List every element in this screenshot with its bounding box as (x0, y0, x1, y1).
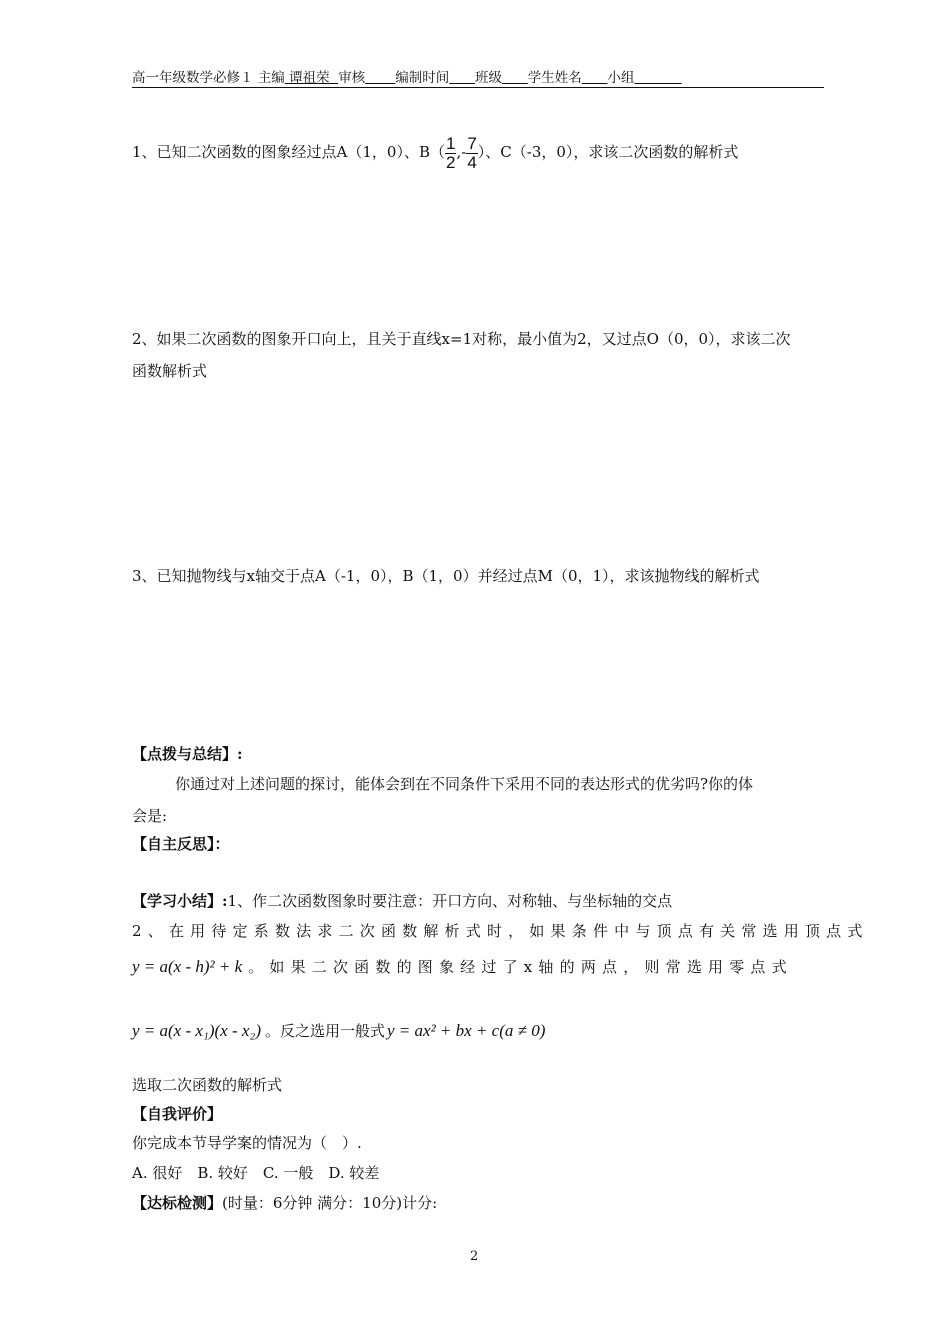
q1-fraction-2: $\frac{7}{4}$ (467, 133, 477, 172)
check-heading: 【达标检测】 (132, 1194, 223, 1212)
q1-text-b: ）、C（-3，0），求该二次函数的解析式 (477, 143, 739, 161)
summary-line-1: 【学习小结】:1、作二次函数图象时要注意：开口方向、对称轴、与坐标轴的交点 (132, 892, 673, 910)
check-line: 【达标检测】(时量：6分钟 满分：10分)计分: (132, 1194, 438, 1212)
self-eval-question: 你完成本节导学案的情况为（ ）. (132, 1134, 362, 1152)
q1-comma: ,- (456, 143, 467, 161)
question-1 (132, 130, 738, 174)
tips-heading: 【点拨与总结】: (132, 745, 243, 763)
self-eval-heading: 【自我评价】 (132, 1105, 223, 1123)
header-class: 班级 (474, 70, 502, 86)
q3-line-1: 3、已知抛物线与x轴交于点A（-1，0），B（1，0）并经过点M（0，1），求该抛物线的解析式 (132, 567, 760, 585)
summary-line-5: 选取二次函数的解析式 (132, 1076, 283, 1094)
page-number: 2 (470, 1249, 479, 1264)
header-review: 审核 (338, 70, 366, 86)
summary-heading: 【学习小结】: (132, 892, 228, 910)
header-editor: 谭祖荣 (289, 70, 330, 86)
header-time: 编制时间 (395, 70, 450, 86)
header-rule (132, 87, 824, 88)
reflect-heading: 【自主反思】： (132, 835, 230, 853)
summary-line-2: 2、在用待定系数法求二次函数解析式时，如果条件中与顶点有关常选用顶点式 (132, 922, 869, 940)
tips-body-1: 你通过对上述问题的探讨，能体会到在不同条件下采用不同的表达形式的优劣吗?你的体 (175, 775, 754, 793)
q2-line-1: 2、如果二次函数的图象开口向上，且关于直线x=1对称，最小值为2，又过点O（0，0），求该二次 (132, 330, 791, 348)
header-prefix: 高一年级数学必修１ 主编 (132, 70, 285, 86)
self-eval-options: A. 很好 B. 较好 C. 一般 D. 较差 (132, 1164, 380, 1182)
tips-body-2: 会是: (132, 807, 168, 825)
summary-line-3: y = a(x - h)² + k 。如果二次函数的图象经过了x轴的两点，则常选用零点式 (132, 957, 793, 976)
header-group: 小组 (607, 70, 635, 86)
zero-formula: y = a(x - x₁)(x - x₂) (132, 1021, 261, 1040)
general-formula: y = ax² + bx + c(a ≠ 0) (387, 1021, 546, 1040)
q1-text-a: 1、已知二次函数的图象经过点A（1，0）、B（ (132, 143, 445, 161)
summary-line-4: y = a(x - x₁)(x - x₂) 。反之选用一般式 y = ax² + bx + c(a ≠ 0) (132, 1021, 546, 1040)
header-student: 学生姓名 (527, 70, 582, 86)
vertex-formula: y = a(x - h)² + k (132, 957, 243, 976)
q1-fraction-1: $\frac{1}{2}$ (446, 133, 456, 172)
q2-line-2: 函数解析式 (132, 362, 208, 380)
page-header (132, 66, 682, 86)
